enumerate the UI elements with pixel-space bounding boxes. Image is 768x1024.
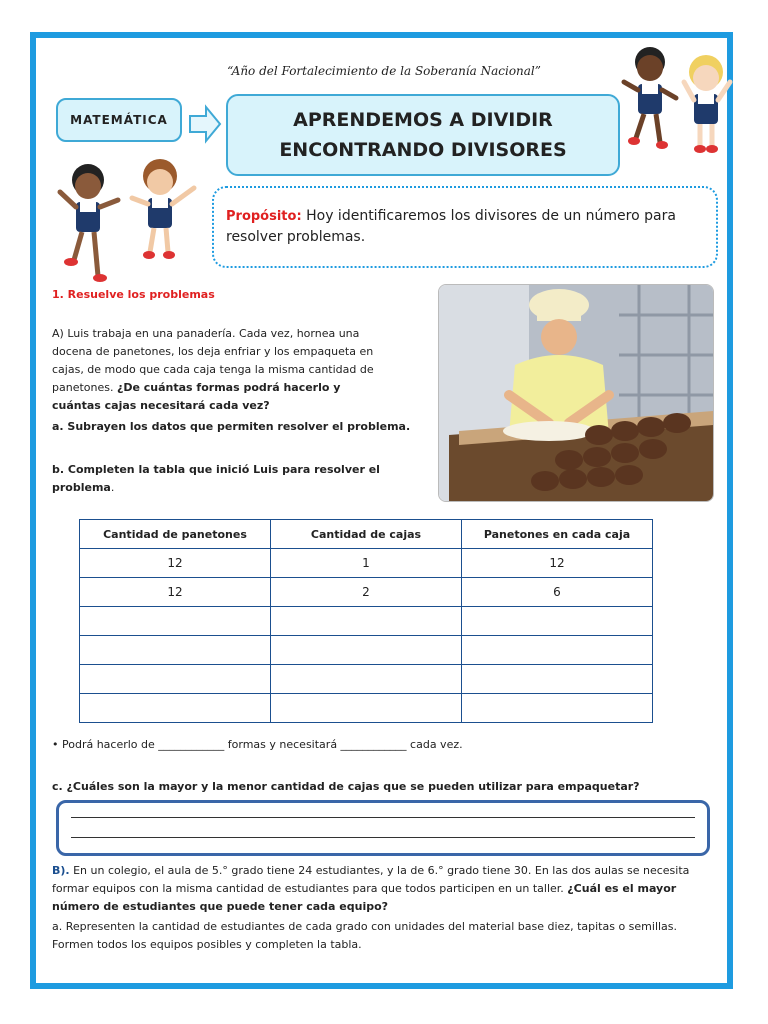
problem-a-text: A) Luis trabaja en una panadería. Cada vez, hornea una docena de panetones, los deja enfriar y los empaqueta en cajas, de modo que cada caja tenga la misma cantidad de panetones. [52, 327, 374, 394]
purpose-box [212, 186, 718, 268]
purpose-text: Hoy identificaremos los divisores de un número para resolver problemas. [226, 208, 676, 245]
table-header: Cantidad de cajas [271, 520, 462, 549]
table-row [80, 665, 653, 694]
table-row [80, 694, 653, 723]
table-cell[interactable]: 1 [271, 549, 462, 578]
table-cell[interactable] [80, 636, 271, 665]
table-cell[interactable]: 6 [462, 578, 653, 607]
table-cell[interactable] [462, 665, 653, 694]
problem-b [52, 862, 712, 916]
table-header-row [80, 520, 653, 549]
table-cell[interactable]: 12 [80, 549, 271, 578]
page-title [226, 94, 620, 176]
table-header: Cantidad de panetones [80, 520, 271, 549]
problem-a [52, 325, 392, 415]
table-cell[interactable] [462, 636, 653, 665]
answer-line [71, 837, 695, 838]
table-cell[interactable]: 12 [80, 578, 271, 607]
problem-b-label: B). [52, 864, 70, 877]
item-b [52, 461, 392, 497]
table-row [80, 636, 653, 665]
year-motto: “Año del Fortalecimiento de la Soberanía Nacional” [227, 64, 541, 78]
table-row [80, 607, 653, 636]
title-line-2: ENCONTRANDO DIVISORES [279, 139, 567, 161]
baker-illustration [438, 284, 714, 502]
table-cell[interactable] [271, 665, 462, 694]
table-cell[interactable]: 12 [462, 549, 653, 578]
item-c: c. ¿Cuáles son la mayor y la menor cantidad de cajas que se pueden utilizar para empaquetar? [52, 780, 640, 793]
table-cell[interactable] [271, 636, 462, 665]
section-heading: 1. Resuelve los problemas [52, 288, 215, 301]
item-b-text: b. Completen la tabla que inició Luis para resolver el problema [52, 463, 380, 494]
table-cell[interactable] [80, 665, 271, 694]
bullet-answer-line: • Podrá hacerlo de ____________ formas y necesitará ____________ cada vez. [52, 738, 463, 751]
title-line-1: APRENDEMOS A DIVIDIR [293, 109, 553, 131]
problem-b-question: ¿Cuál es el mayor número de estudiantes que puede tener cada equipo? [52, 882, 677, 913]
table-cell[interactable] [462, 694, 653, 723]
problem-b-text: En un colegio, el aula de 5.° grado tiene 24 estudiantes, y la de 6.° grado tiene 30. En las dos aulas se necesita formar equipos con la misma cantidad de estudiantes para que todos participen en un taller. [52, 864, 690, 895]
table-cell[interactable] [80, 607, 271, 636]
table-cell[interactable]: 2 [271, 578, 462, 607]
item-a: a. Subrayen los datos que permiten resolver el problema. [52, 420, 411, 433]
answer-line [71, 817, 695, 818]
subject-label: MATEMÁTICA [56, 98, 182, 142]
table-cell[interactable] [462, 607, 653, 636]
table-cell[interactable] [80, 694, 271, 723]
children-illustration [56, 152, 206, 284]
purpose-label: Propósito: [226, 209, 302, 224]
table-row [80, 549, 653, 578]
answer-box[interactable] [56, 800, 710, 856]
problem-a-question: ¿De cuántas formas podrá hacerlo y cuántas cajas necesitará cada vez? [52, 381, 341, 412]
problem-b-item-a: a. Representen la cantidad de estudiantes de cada grado con unidades del material base diez, tapitas o semillas. Formen todos los equipos posibles y completen la tabla. [52, 920, 678, 951]
table-header: Panetones en cada caja [462, 520, 653, 549]
table-row [80, 578, 653, 607]
arrow-right-icon [188, 104, 222, 144]
table-cell[interactable] [271, 694, 462, 723]
table-cell[interactable] [271, 607, 462, 636]
panetones-table [79, 519, 653, 723]
item-b-end: . [110, 481, 115, 494]
children-illustration [616, 38, 736, 156]
